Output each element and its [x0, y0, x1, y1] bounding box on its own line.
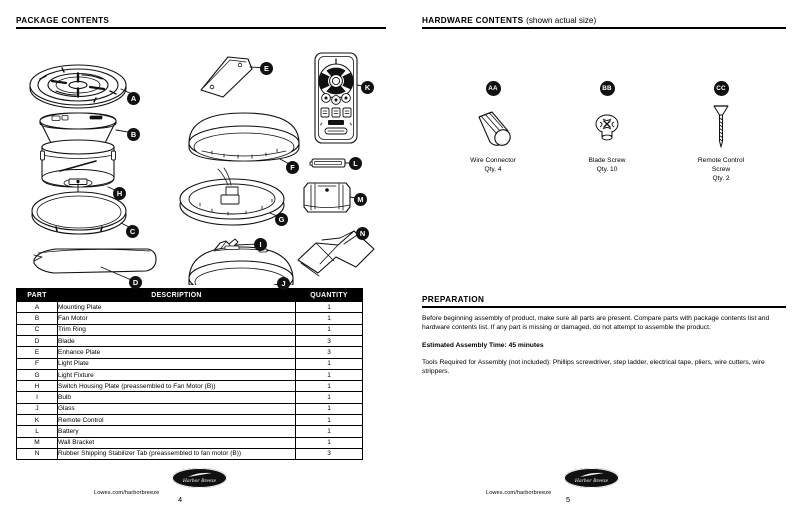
brand-logo-text: Harbor Breeze — [574, 477, 609, 484]
cell-part: G — [17, 369, 58, 380]
col-quantity: QUANTITY — [296, 289, 363, 302]
cell-part: J — [17, 403, 58, 414]
table-row — [17, 437, 363, 448]
preparation-tools: Tools Required for Assembly (not included): Phillips screwdriver, step ladder, electrical tape, pliers, wire cutters, wire strippers. — [422, 358, 765, 376]
callout-f: F — [286, 161, 299, 174]
hardware-qty-aa: Qty. 4 — [484, 166, 502, 173]
table-row — [17, 403, 363, 414]
cell-qty: 3 — [296, 448, 363, 459]
page-number-left: 4 — [177, 495, 183, 504]
callout-c: C — [126, 225, 139, 238]
cell-description: Light Plate — [58, 358, 296, 369]
cell-part: H — [17, 381, 58, 392]
cell-qty: 1 — [296, 403, 363, 414]
hardware-name-cc-line1: Remote Control — [697, 157, 745, 164]
table-row — [17, 324, 363, 335]
light-fixture-art — [180, 168, 284, 225]
remote-control-screw-icon — [664, 103, 778, 151]
cell-description: Battery — [58, 426, 296, 437]
table-row — [17, 392, 363, 403]
cell-description: Light Fixture — [58, 369, 296, 380]
cell-qty: 1 — [296, 313, 363, 324]
brand-logo — [564, 468, 619, 488]
table-row — [17, 313, 363, 324]
cell-qty: 3 — [296, 336, 363, 347]
cell-description: Rubber Shipping Stabilizer Tab (preassembled to fan motor (B)) — [58, 448, 296, 459]
table-row — [17, 336, 363, 347]
cell-qty: 1 — [296, 358, 363, 369]
callout-g: G — [275, 213, 288, 226]
table-row — [17, 358, 363, 369]
hardware-contents-heading — [422, 16, 786, 27]
cell-part: M — [17, 437, 58, 448]
callout-h: H — [113, 187, 126, 200]
hardware-heading-subtext: (shown actual size) — [526, 16, 597, 25]
preparation-intro: Before beginning assembly of product, make sure all parts are present. Compare parts with package contents list and hardware contents list. If any part is missing or damaged, do not attempt to assemble the product. — [422, 315, 770, 332]
battery-art — [310, 159, 345, 167]
callout-l: L — [349, 157, 362, 170]
mounting-plate-art — [30, 65, 126, 108]
swoosh-icon — [579, 472, 605, 478]
swoosh-icon — [187, 472, 213, 478]
table-row — [17, 347, 363, 358]
hardware-heading-rule — [422, 27, 786, 29]
footer-url: Lowes.com/harborbreeze — [94, 490, 160, 496]
hardware-heading-text: HARDWARE CONTENTS — [422, 16, 524, 25]
table-row — [17, 448, 363, 459]
callout-k: K — [361, 81, 374, 94]
cell-qty: 1 — [296, 426, 363, 437]
table-row — [17, 415, 363, 426]
cell-qty: 1 — [296, 381, 363, 392]
callout-m: M — [354, 193, 367, 206]
callout-e: E — [260, 62, 273, 75]
hardware-qty-bb: Qty. 10 — [596, 166, 618, 173]
cell-part: F — [17, 358, 58, 369]
remote-control-art — [315, 53, 357, 143]
parts-table-header-row — [17, 289, 363, 302]
table-row — [17, 369, 363, 380]
cell-qty: 3 — [296, 347, 363, 358]
trim-ring-art — [32, 192, 126, 234]
cell-part: C — [17, 324, 58, 335]
table-row — [17, 426, 363, 437]
table-row — [17, 302, 363, 313]
hardware-callout-cc: CC — [714, 81, 729, 96]
enhance-plate-art — [201, 57, 252, 97]
package-contents-heading: PACKAGE CONTENTS — [16, 16, 110, 25]
hardware-qty-cc: Qty. 2 — [712, 175, 730, 182]
hardware-name-aa: Wire Connector — [470, 157, 516, 164]
blade-screw-icon — [550, 103, 664, 151]
cell-description: Glass — [58, 403, 296, 414]
cell-description: Enhance Plate — [58, 347, 296, 358]
cell-description: Switch Housing Plate (preassembled to Fan Motor (B)) — [58, 381, 296, 392]
parts-table — [16, 288, 363, 460]
hardware-item-cc — [664, 81, 778, 183]
preparation-heading-rule — [422, 306, 786, 308]
callout-d: D — [129, 276, 142, 289]
hardware-name-cc-line2: Screw — [711, 166, 731, 173]
hardware-name-bb: Blade Screw — [588, 157, 626, 164]
cell-qty: 1 — [296, 324, 363, 335]
cell-part: I — [17, 392, 58, 403]
heading-rule — [16, 27, 386, 29]
cell-description: Wall Bracket — [58, 437, 296, 448]
cell-part: B — [17, 313, 58, 324]
wall-bracket-art — [304, 183, 350, 212]
cell-qty: 1 — [296, 392, 363, 403]
brand-logo-text: Harbor Breeze — [182, 477, 217, 484]
cell-part: E — [17, 347, 58, 358]
preparation-heading: PREPARATION — [422, 295, 485, 304]
cell-qty: 1 — [296, 437, 363, 448]
hardware-label-cc — [664, 156, 778, 183]
cell-part: N — [17, 448, 58, 459]
hardware-callout-bb: BB — [600, 81, 615, 96]
cell-part: K — [17, 415, 58, 426]
callout-a: A — [127, 92, 140, 105]
package-contents-illustration — [16, 35, 384, 288]
preparation-section — [422, 295, 786, 377]
cell-description: Trim Ring — [58, 324, 296, 335]
cell-description: Mounting Plate — [58, 302, 296, 313]
page-right — [400, 0, 800, 518]
hardware-label-bb — [550, 156, 664, 174]
cell-part: D — [17, 336, 58, 347]
cell-qty: 1 — [296, 369, 363, 380]
table-row — [17, 381, 363, 392]
hardware-item-bb — [550, 81, 664, 183]
footer-url: Lowes.com/harborbreeze — [486, 490, 552, 496]
cell-description: Fan Motor — [58, 313, 296, 324]
cell-qty: 1 — [296, 415, 363, 426]
cell-description: Remote Control — [58, 415, 296, 426]
page-number-right: 5 — [565, 495, 571, 504]
hardware-item-aa — [436, 81, 550, 183]
cell-description: Bulb — [58, 392, 296, 403]
col-part: PART — [17, 289, 58, 302]
hardware-callout-aa: AA — [486, 81, 501, 96]
col-description: DESCRIPTION — [58, 289, 296, 302]
hardware-label-aa — [436, 156, 550, 174]
cell-part: L — [17, 426, 58, 437]
footer-left — [0, 466, 400, 518]
cell-part: A — [17, 302, 58, 313]
preparation-assembly-time: Estimated Assembly Time: 45 minutes — [422, 341, 544, 349]
light-plate-art — [189, 113, 299, 161]
callout-i: I — [254, 238, 267, 251]
callout-n: N — [356, 227, 369, 240]
cell-qty: 1 — [296, 302, 363, 313]
cell-description: Blade — [58, 336, 296, 347]
brand-logo — [172, 468, 227, 488]
hardware-items — [422, 81, 786, 183]
blade-art — [34, 249, 156, 273]
wire-connector-icon — [436, 103, 550, 151]
footer-right — [400, 466, 800, 518]
callout-j: J — [277, 277, 290, 290]
callout-b: B — [127, 128, 140, 141]
